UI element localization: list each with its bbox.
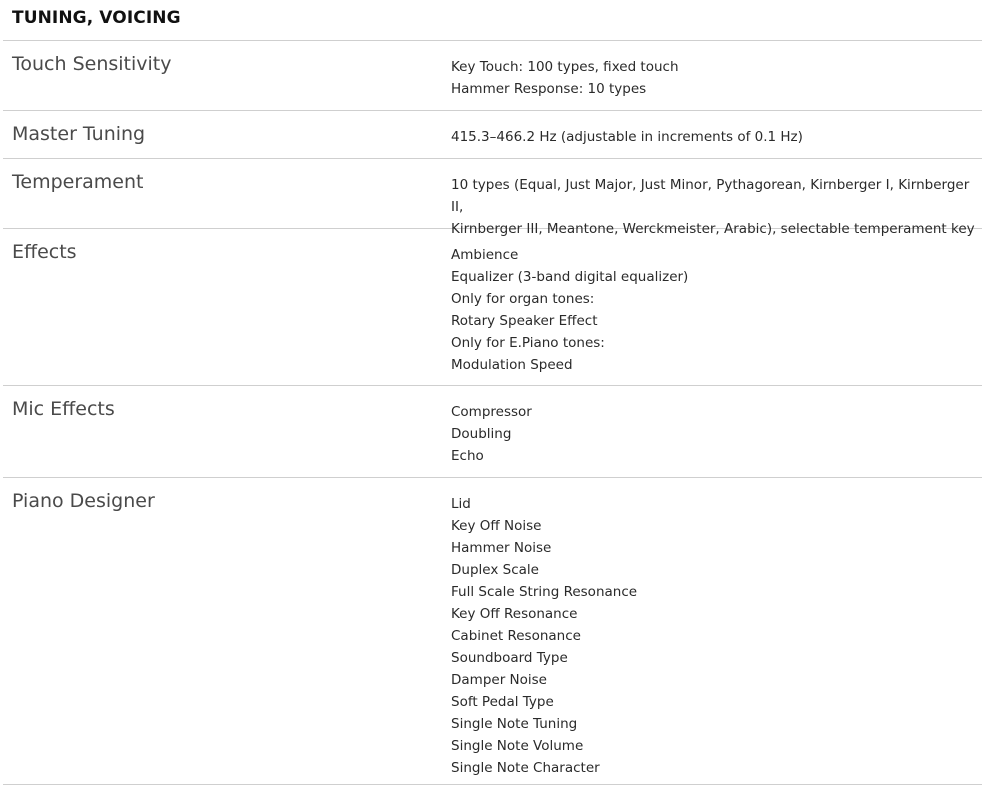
spec-table xyxy=(3,40,982,785)
spec-value-line: Compressor xyxy=(451,404,532,420)
spec-value-line: Hammer Response: 10 types xyxy=(451,81,647,97)
spec-values xyxy=(443,229,982,385)
spec-row xyxy=(3,386,982,478)
spec-value-line: Single Note Character xyxy=(451,760,600,776)
spec-value-line: Key Off Resonance xyxy=(451,606,578,622)
spec-label: Effects xyxy=(12,241,77,263)
spec-value-line: Modulation Speed xyxy=(451,357,573,373)
spec-label: Master Tuning xyxy=(12,123,146,145)
spec-value-line: Echo xyxy=(451,448,484,464)
spec-value-line: Key Off Noise xyxy=(451,518,542,534)
spec-values xyxy=(443,111,982,158)
spec-value-line: Hammer Noise xyxy=(451,540,552,556)
spec-value-line: Single Note Tuning xyxy=(451,716,578,732)
spec-row xyxy=(3,159,982,237)
spec-value-line: Only for E.Piano tones: xyxy=(451,335,605,351)
spec-value-line: Damper Noise xyxy=(451,672,547,688)
spec-value-line: 10 types (Equal, Just Major, Just Minor, Pythagorean, Kirnberger I, Kirnberger II, xyxy=(451,177,974,215)
spec-values xyxy=(443,159,982,237)
spec-label: Piano Designer xyxy=(12,490,155,512)
spec-value-line: Ambience xyxy=(451,247,519,263)
spec-value-line: Soundboard Type xyxy=(451,650,568,666)
spec-row xyxy=(3,229,982,386)
spec-value-line: Rotary Speaker Effect xyxy=(451,313,598,329)
spec-values xyxy=(443,41,982,110)
spec-values xyxy=(443,478,982,784)
spec-value-line: Soft Pedal Type xyxy=(451,694,554,710)
spec-row xyxy=(3,41,982,111)
spec-value-line: Single Note Volume xyxy=(451,738,584,754)
spec-label: Touch Sensitivity xyxy=(12,53,172,75)
spec-label: Temperament xyxy=(12,171,144,193)
spec-value-line: Cabinet Resonance xyxy=(451,628,581,644)
spec-row xyxy=(3,111,982,159)
spec-value-line: Kirnberger III, Meantone, Werckmeister, Arabic), selectable temperament key xyxy=(451,221,975,237)
spec-value-line: Doubling xyxy=(451,426,512,442)
spec-value-line: Key Touch: 100 types, fixed touch xyxy=(451,59,679,75)
spec-values xyxy=(443,386,982,477)
spec-value-line: Duplex Scale xyxy=(451,562,539,578)
spec-row xyxy=(3,478,982,785)
spec-value-line: Lid xyxy=(451,496,471,512)
section-title: TUNING, VOICING xyxy=(12,8,181,28)
spec-label: Mic Effects xyxy=(12,398,115,420)
spec-value-line: 415.3–466.2 Hz (adjustable in increments of 0.1 Hz) xyxy=(451,129,803,145)
spec-value-line: Equalizer (3-band digital equalizer) xyxy=(451,269,689,285)
spec-value-line: Only for organ tones: xyxy=(451,291,595,307)
spec-value-line: Full Scale String Resonance xyxy=(451,584,638,600)
